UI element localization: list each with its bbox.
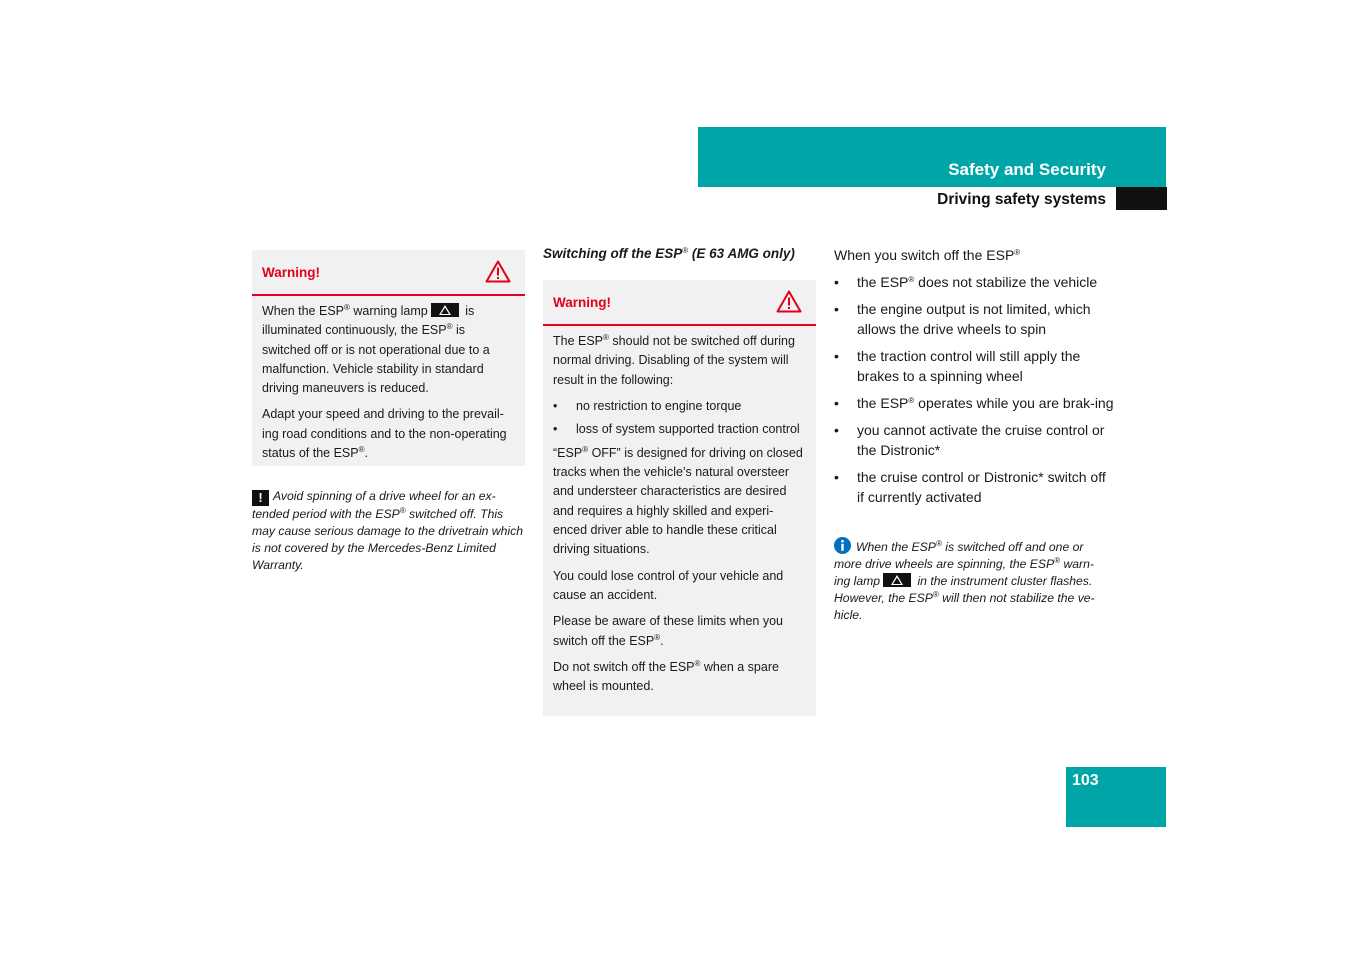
bullet-list	[834, 272, 1114, 507]
subsection-title: Driving safety systems	[937, 191, 1106, 208]
warning-paragraph	[553, 612, 806, 651]
text-run: Switching off the ESP	[543, 246, 683, 261]
text-run: operates while you are brak-ing	[914, 395, 1114, 411]
warning-paragraph	[262, 302, 515, 398]
list-item: • the engine output is not limited, which allows the drive wheels to spin	[834, 299, 1114, 339]
registered-mark: ®	[1014, 248, 1021, 257]
text-run: the ESP	[857, 395, 909, 411]
warning-header	[543, 280, 816, 326]
section-tab-marker	[1116, 187, 1167, 210]
registered-mark: ®	[908, 275, 915, 284]
registered-mark: ®	[446, 322, 453, 332]
exclamation-icon: !	[252, 490, 269, 506]
esp-warning-lamp-icon	[883, 573, 911, 587]
text-run: is switched off and one or more drive wheels are spinning, the ESP	[834, 540, 1084, 571]
registered-mark: ®	[358, 445, 365, 455]
caution-note	[252, 488, 525, 574]
registered-mark: ®	[908, 396, 915, 405]
list-item: • the cruise control or Distronic* switch off if currently activated	[834, 467, 1114, 507]
text-run: When the ESP	[262, 304, 344, 318]
warning-triangle-icon	[485, 260, 511, 283]
warning-header	[252, 250, 525, 296]
text-run: warn-ing lamp	[834, 557, 1094, 588]
info-icon	[834, 537, 851, 554]
intro-text	[834, 245, 1114, 265]
registered-mark: ®	[654, 632, 661, 642]
list-item: • no restriction to engine torque	[553, 397, 806, 415]
registered-mark: ®	[935, 539, 942, 548]
warning-paragraph	[553, 658, 806, 697]
section-title: Safety and Security	[948, 160, 1106, 179]
text-run: warning lamp	[349, 304, 428, 318]
warning-triangle-icon	[776, 290, 802, 313]
text-run: Please be aware of these limits when you switch off the ESP	[553, 614, 783, 648]
bullet-list	[553, 397, 806, 438]
esp-warning-lamp-icon	[431, 303, 459, 317]
text-run: .	[660, 633, 664, 648]
warning-label: Warning!	[262, 264, 320, 280]
text-run: is switched off or is not operational due to a malfunction. Vehicle stability in standard driving maneuvers is reduced.	[262, 323, 490, 396]
text-run: Avoid spinning of a drive wheel for an ex-tended period with the ESP	[252, 489, 496, 521]
text-run: should not be switched off during normal driving. Disabling of the system will result in the following:	[553, 334, 795, 387]
list-item: • you cannot activate the cruise control or the Distronic*	[834, 420, 1114, 460]
registered-mark: ®	[1054, 556, 1061, 565]
text-run: the ESP	[857, 274, 909, 290]
warning-paragraph	[262, 405, 515, 463]
text-run: switched off. This may cause serious damage to the drivetrain which is not covered by the Mercedes-Benz Limited Warranty.	[252, 507, 523, 572]
warning-box-esp-off	[543, 280, 816, 716]
text-run: When the ESP	[856, 540, 936, 554]
text-run: “ESP	[553, 445, 583, 460]
warning-box-esp-lamp	[252, 250, 525, 466]
text-run: does not stabilize the vehicle	[914, 274, 1098, 290]
text-run: will then not stabilize the ve-hicle.	[834, 591, 1095, 622]
registered-mark: ®	[344, 303, 350, 312]
warning-body	[252, 296, 525, 476]
warning-label: Warning!	[553, 294, 611, 310]
registered-mark: ®	[694, 658, 701, 668]
esp-off-effects	[834, 245, 1114, 514]
warning-body	[543, 326, 816, 709]
column-heading	[543, 246, 795, 261]
registered-mark: ®	[682, 246, 689, 255]
list-item	[834, 272, 1114, 292]
registered-mark: ®	[603, 333, 609, 342]
registered-mark: ®	[932, 590, 939, 599]
text-run: OFF” is designed for driving on closed tracks when the vehicle’s natural oversteer and understeer characteristics are desired and requires a highly skilled and experi-enced driver able to handle these critical driving situations.	[553, 445, 803, 557]
text-run: (E 63 AMG only)	[688, 246, 795, 261]
warning-paragraph: You could lose control of your vehicle and cause an accident.	[553, 568, 784, 602]
text-run: Adapt your speed and driving to the prevail-ing road conditions and to the non-operating status of the ESP	[262, 407, 507, 461]
info-note	[834, 537, 1110, 624]
list-item: • the traction control will still apply the brakes to a spinning wheel	[834, 346, 1114, 386]
text-run: when a spare wheel is mounted.	[553, 659, 779, 694]
text-run: .	[364, 446, 368, 461]
text-run: Do not switch off the ESP	[553, 659, 695, 674]
warning-paragraph	[553, 444, 806, 560]
warning-paragraph	[553, 332, 806, 390]
text-run: in the instrument cluster flashes. However, the ESP	[834, 574, 1093, 605]
list-item: • loss of system supported traction control	[553, 420, 806, 438]
registered-mark: ®	[582, 444, 589, 454]
registered-mark: ®	[399, 506, 406, 515]
text-run: When you switch off the ESP	[834, 247, 1015, 263]
text-run: is illuminated continuously, the ESP	[262, 304, 475, 338]
list-item	[834, 393, 1114, 413]
page-number: 103	[1072, 772, 1099, 789]
text-run: The ESP	[553, 334, 604, 348]
